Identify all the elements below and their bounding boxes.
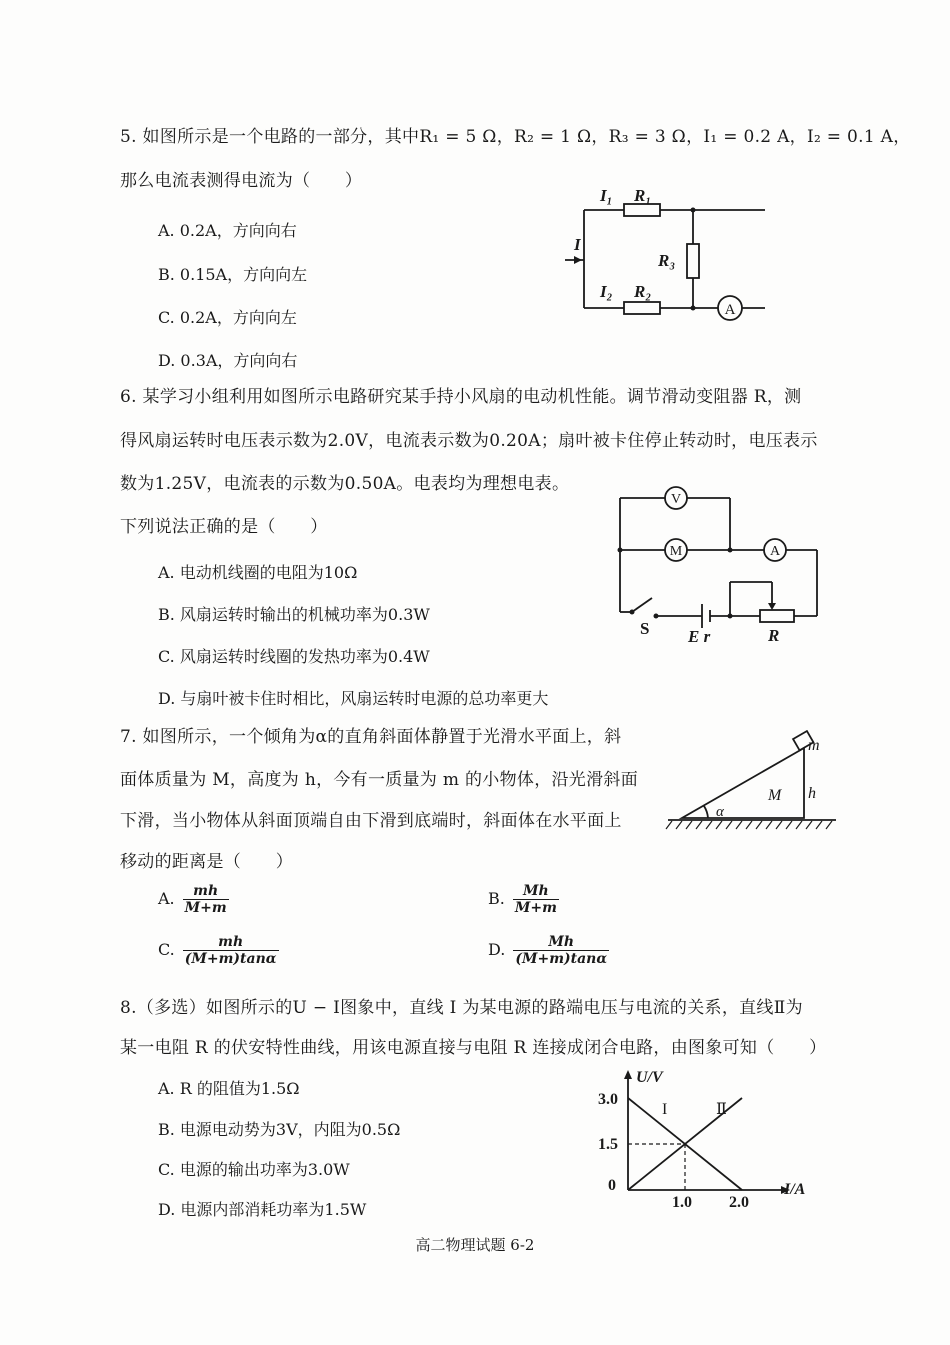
- q7-option-a-label: A.: [158, 889, 175, 908]
- q6-switch-label: S: [640, 619, 650, 638]
- q8-tick-3-0: 3.0: [598, 1091, 618, 1108]
- q5-option-b: B. 0.15A，方向向左: [158, 265, 308, 284]
- q8-option-a: A. R 的阻值为1.5Ω: [158, 1079, 300, 1098]
- q7-line1: 7. 如图所示，一个倾角为α的直角斜面体静置于光滑水平面上，斜: [120, 727, 622, 747]
- q5-line1: 5. 如图所示是一个电路的一部分，其中R₁ = 5 Ω，R₂ = 1 Ω，R₃ = 3 Ω，I₁ = 0.2 A，I₂ = 0.1 A，: [120, 127, 911, 147]
- q5-option-c: C. 0.2A，方向向左: [158, 308, 297, 327]
- q6-voltmeter-label: V: [670, 492, 682, 507]
- q6-source-label: E r: [688, 627, 711, 646]
- q6-option-c: C. 风扇运转时线圈的发热功率为0.4W: [158, 647, 430, 666]
- q7-label-m: m: [808, 737, 820, 754]
- page-footer: 高二物理试题 6-2: [415, 1236, 535, 1254]
- q5-label-i2: I₂: [600, 282, 613, 301]
- q7-option-a-den: M+m: [184, 900, 227, 916]
- q7-option-b-num: Mh: [513, 883, 559, 900]
- q5-label-i: I: [574, 235, 581, 254]
- q7-ground-hatch: [666, 821, 832, 829]
- q6-option-d: D. 与扇叶被卡住时相比，风扇运转时电源的总功率更大: [158, 689, 549, 708]
- q5-label-r1: R₁: [634, 186, 652, 205]
- q7-option-d-num: Mh: [513, 934, 609, 951]
- q5-label-r3: R₃: [658, 251, 676, 270]
- q7-option-c-num: mh: [183, 934, 279, 951]
- q5-label-r2: R₂: [634, 282, 652, 301]
- q8-option-b: B. 电源电动势为3V，内阻为0.5Ω: [158, 1120, 401, 1139]
- q8-line1: 8.（多选）如图所示的U − I图象中，直线 I 为某电源的路端电压与电流的关系，直线Ⅱ为: [120, 998, 803, 1018]
- q7-option-a-num: mh: [183, 883, 229, 900]
- q6-line4: 下列说法正确的是（ ）: [120, 517, 328, 537]
- q8-xlabel: I/A: [784, 1181, 806, 1198]
- q7-line2: 面体质量为 M，高度为 h，今有一质量为 m 的小物体，沿光滑斜面: [120, 770, 638, 790]
- q7-option-d: [488, 934, 609, 967]
- q6-line2: 得风扇运转时电压表示数为2.0V，电流表示数为0.20A；扇叶被卡住停止转动时，电压表示: [120, 431, 818, 451]
- q7-option-a: [158, 883, 229, 916]
- q8-ui-graph: [590, 1066, 820, 1216]
- q6-ammeter-label: A: [769, 544, 781, 559]
- q7-incline: [682, 748, 804, 818]
- q8-option-c: C. 电源的输出功率为3.0W: [158, 1160, 350, 1179]
- q7-line3: 下滑，当小物体从斜面顶端自由下滑到底端时，斜面体在水平面上: [120, 811, 622, 831]
- q7-option-d-label: D.: [488, 940, 506, 959]
- q8-line2: 某一电阻 R 的伏安特性曲线，用该电源直接与电阻 R 连接成闭合电路，由图象可知（ ）: [120, 1038, 827, 1058]
- q5-circuit-figure: [560, 180, 780, 330]
- q6-switch: [632, 598, 652, 612]
- q7-option-b-den: M+m: [514, 900, 557, 916]
- q5-r1-resistor: [624, 204, 660, 216]
- q7-label-alpha: α: [716, 804, 724, 820]
- q8-ylabel: U/V: [636, 1069, 663, 1086]
- q6-motor-label: M: [669, 544, 683, 559]
- q8-option-d: D. 电源内部消耗功率为1.5W: [158, 1200, 367, 1219]
- q5-r2-resistor: [624, 302, 660, 314]
- q5-option-d: D. 0.3A，方向向右: [158, 351, 298, 370]
- q8-line-ii-label: Ⅱ: [716, 1101, 727, 1118]
- q5-r3-resistor: [687, 244, 699, 278]
- q8-tick-1-5: 1.5: [598, 1136, 618, 1153]
- q7-label-big-m: M: [768, 787, 782, 804]
- q5-ammeter-label: A: [724, 302, 736, 318]
- q8-line-i-label: I: [662, 1101, 668, 1118]
- q6-option-a: A. 电动机线圈的电阻为10Ω: [158, 563, 358, 582]
- q6-option-b: B. 风扇运转时输出的机械功率为0.3W: [158, 605, 430, 624]
- q5-option-a: A. 0.2A，方向向右: [158, 221, 297, 240]
- q7-line4: 移动的距离是（ ）: [120, 852, 293, 872]
- q5-line2: 那么电流表测得电流为（ ）: [120, 171, 363, 191]
- q7-option-b-label: B.: [488, 889, 505, 908]
- q6-rheostat: [760, 610, 794, 622]
- q6-circuit-figure: [610, 482, 830, 648]
- q8-origin: 0: [608, 1177, 616, 1194]
- q5-label-i1: I₁: [600, 186, 613, 205]
- q7-option-b: [488, 883, 559, 916]
- q7-label-h: h: [808, 785, 816, 802]
- q8-tick-x-2-0: 2.0: [729, 1194, 749, 1211]
- q7-option-c-den: (M+m)tanα: [184, 951, 277, 967]
- q6-line1: 6. 某学习小组利用如图所示电路研究某手持小风扇的电动机性能。调节滑动变阻器 R，测: [120, 387, 802, 407]
- q7-option-c-label: C.: [158, 940, 175, 959]
- q7-option-c: [158, 934, 279, 967]
- q8-tick-x-1-0: 1.0: [672, 1194, 692, 1211]
- q7-incline-figure: [660, 730, 845, 834]
- q6-line3: 数为1.25V，电流表的示数为0.50A。电表均为理想电表。: [120, 474, 570, 494]
- q7-option-d-den: (M+m)tanα: [515, 951, 608, 967]
- q6-rheostat-label: R: [768, 626, 780, 645]
